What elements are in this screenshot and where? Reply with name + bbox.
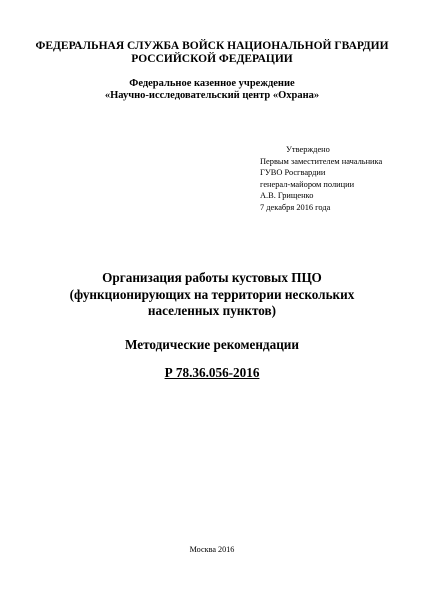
institution-type: Федеральное казенное учреждение: [129, 78, 295, 89]
institution-name: [0, 78, 424, 102]
approval-block: [260, 144, 382, 213]
agency-name-line-1: ФЕДЕРАЛЬНАЯ СЛУЖБА ВОЙСК НАЦИОНАЛЬНОЙ ГВАРДИИ: [35, 40, 389, 52]
agency-name: [0, 40, 424, 66]
agency-name-line-2: РОССИЙСКОЙ ФЕДЕРАЦИИ: [131, 53, 293, 65]
document-title: [0, 270, 424, 320]
approval-position: Первым заместителем начальника: [260, 156, 383, 166]
document-code-text: Р 78.36.056-2016: [164, 365, 260, 380]
approval-organization: ГУВО Росгвардии: [260, 168, 326, 177]
document-code: [0, 365, 424, 381]
place-and-year: Москва 2016: [189, 545, 235, 554]
document-subtitle: Методические рекомендации: [124, 337, 299, 352]
approval-signatory: А.В. Грищенко: [260, 191, 314, 200]
document-title-line-1: Организация работы кустовых ПЦО: [102, 270, 322, 285]
approval-date: 7 декабря 2016 года: [260, 202, 331, 212]
document-title-line-2: (функционирующих на территории нескольких: [69, 286, 355, 302]
institution-title: «Научно-исследовательский центр «Охрана»: [104, 90, 320, 101]
document-title-line-3: населенных пунктов): [147, 303, 277, 318]
approval-heading: Утверждено: [286, 145, 330, 154]
approval-rank: генерал-майором полиции: [260, 179, 355, 189]
